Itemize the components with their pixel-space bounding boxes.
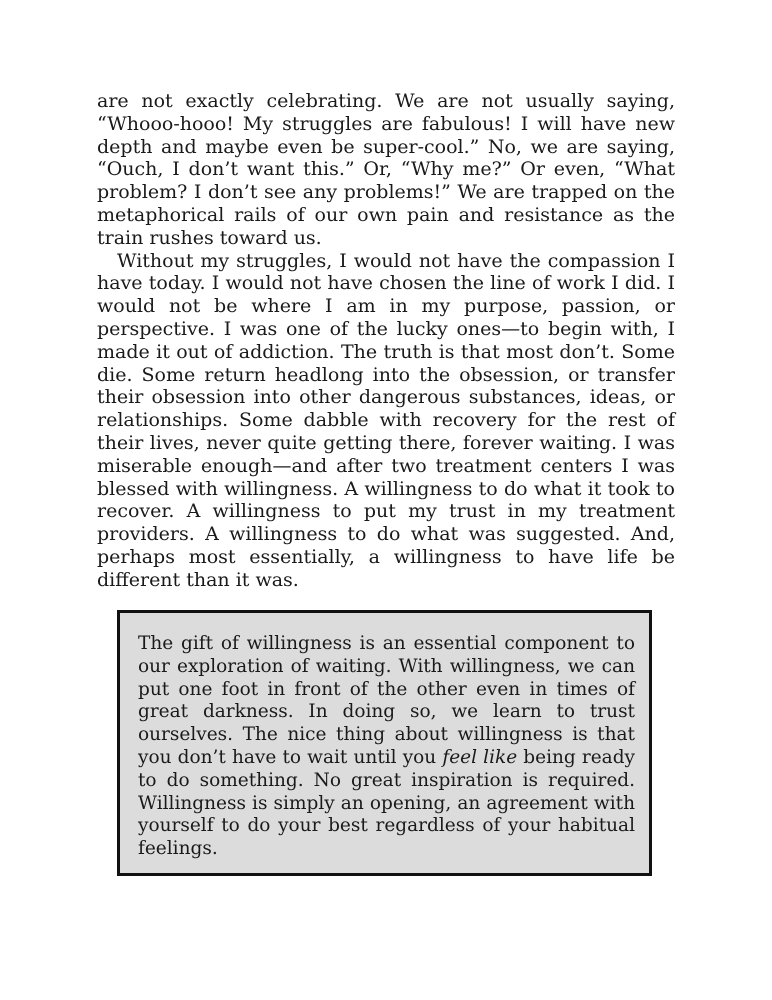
body-paragraph-2: Without my struggles, I would not have the compassion I have today. I would not have chosen the line of work I did. I would not be where I am in my purpose, passion, or perspective. I was one of the lucky ones—to begin with, I made it out of addiction. The truth is that most don’t. Some die. Some return headlong into the obsession, or transfer their obsession into other dangerous substances, ideas, or relationships. Some dabble with recovery for the rest of their lives, never quite getting there, forever waiting. I was miserable enough—and after two treatment centers I was blessed with willingness. A willingness to do what it took to recover. A willingness to put my trust in my treatment providers. A willingness to do what was suggested. And, perhaps most essentially, a willingness to have life be different than it was.	[97, 249, 675, 591]
callout-box	[117, 610, 652, 876]
callout-text-start: The gift of willingness is an essential component to our exploration of waiting. With willingness, we can put one foot in front of the other even in times of great darkness. In doing so, we learn to trust ourselves. The nice thing about willingness is that you don’t have to wait until you	[138, 633, 635, 768]
page-body	[97, 90, 675, 592]
callout-paragraph	[138, 633, 635, 861]
callout-emphasis: feel like	[442, 746, 518, 768]
body-paragraph-1: are not exactly celebrating. We are not usually saying, “Whooo-hooo! My struggles are fabulous! I will have new depth and maybe even be super-cool.” No, we are saying, “Ouch, I don’t want this.” Or, “Why me?” Or even, “What problem? I don’t see any problems!” We are trapped on the metaphorical rails of our own pain and resistance as the train rushes toward us.	[97, 90, 675, 249]
callout-text-end: being ready to do something. No great inspiration is required. Willingness is simply an opening, an agreement with yourself to do your best regardless of your habitual feelings.	[138, 746, 635, 860]
